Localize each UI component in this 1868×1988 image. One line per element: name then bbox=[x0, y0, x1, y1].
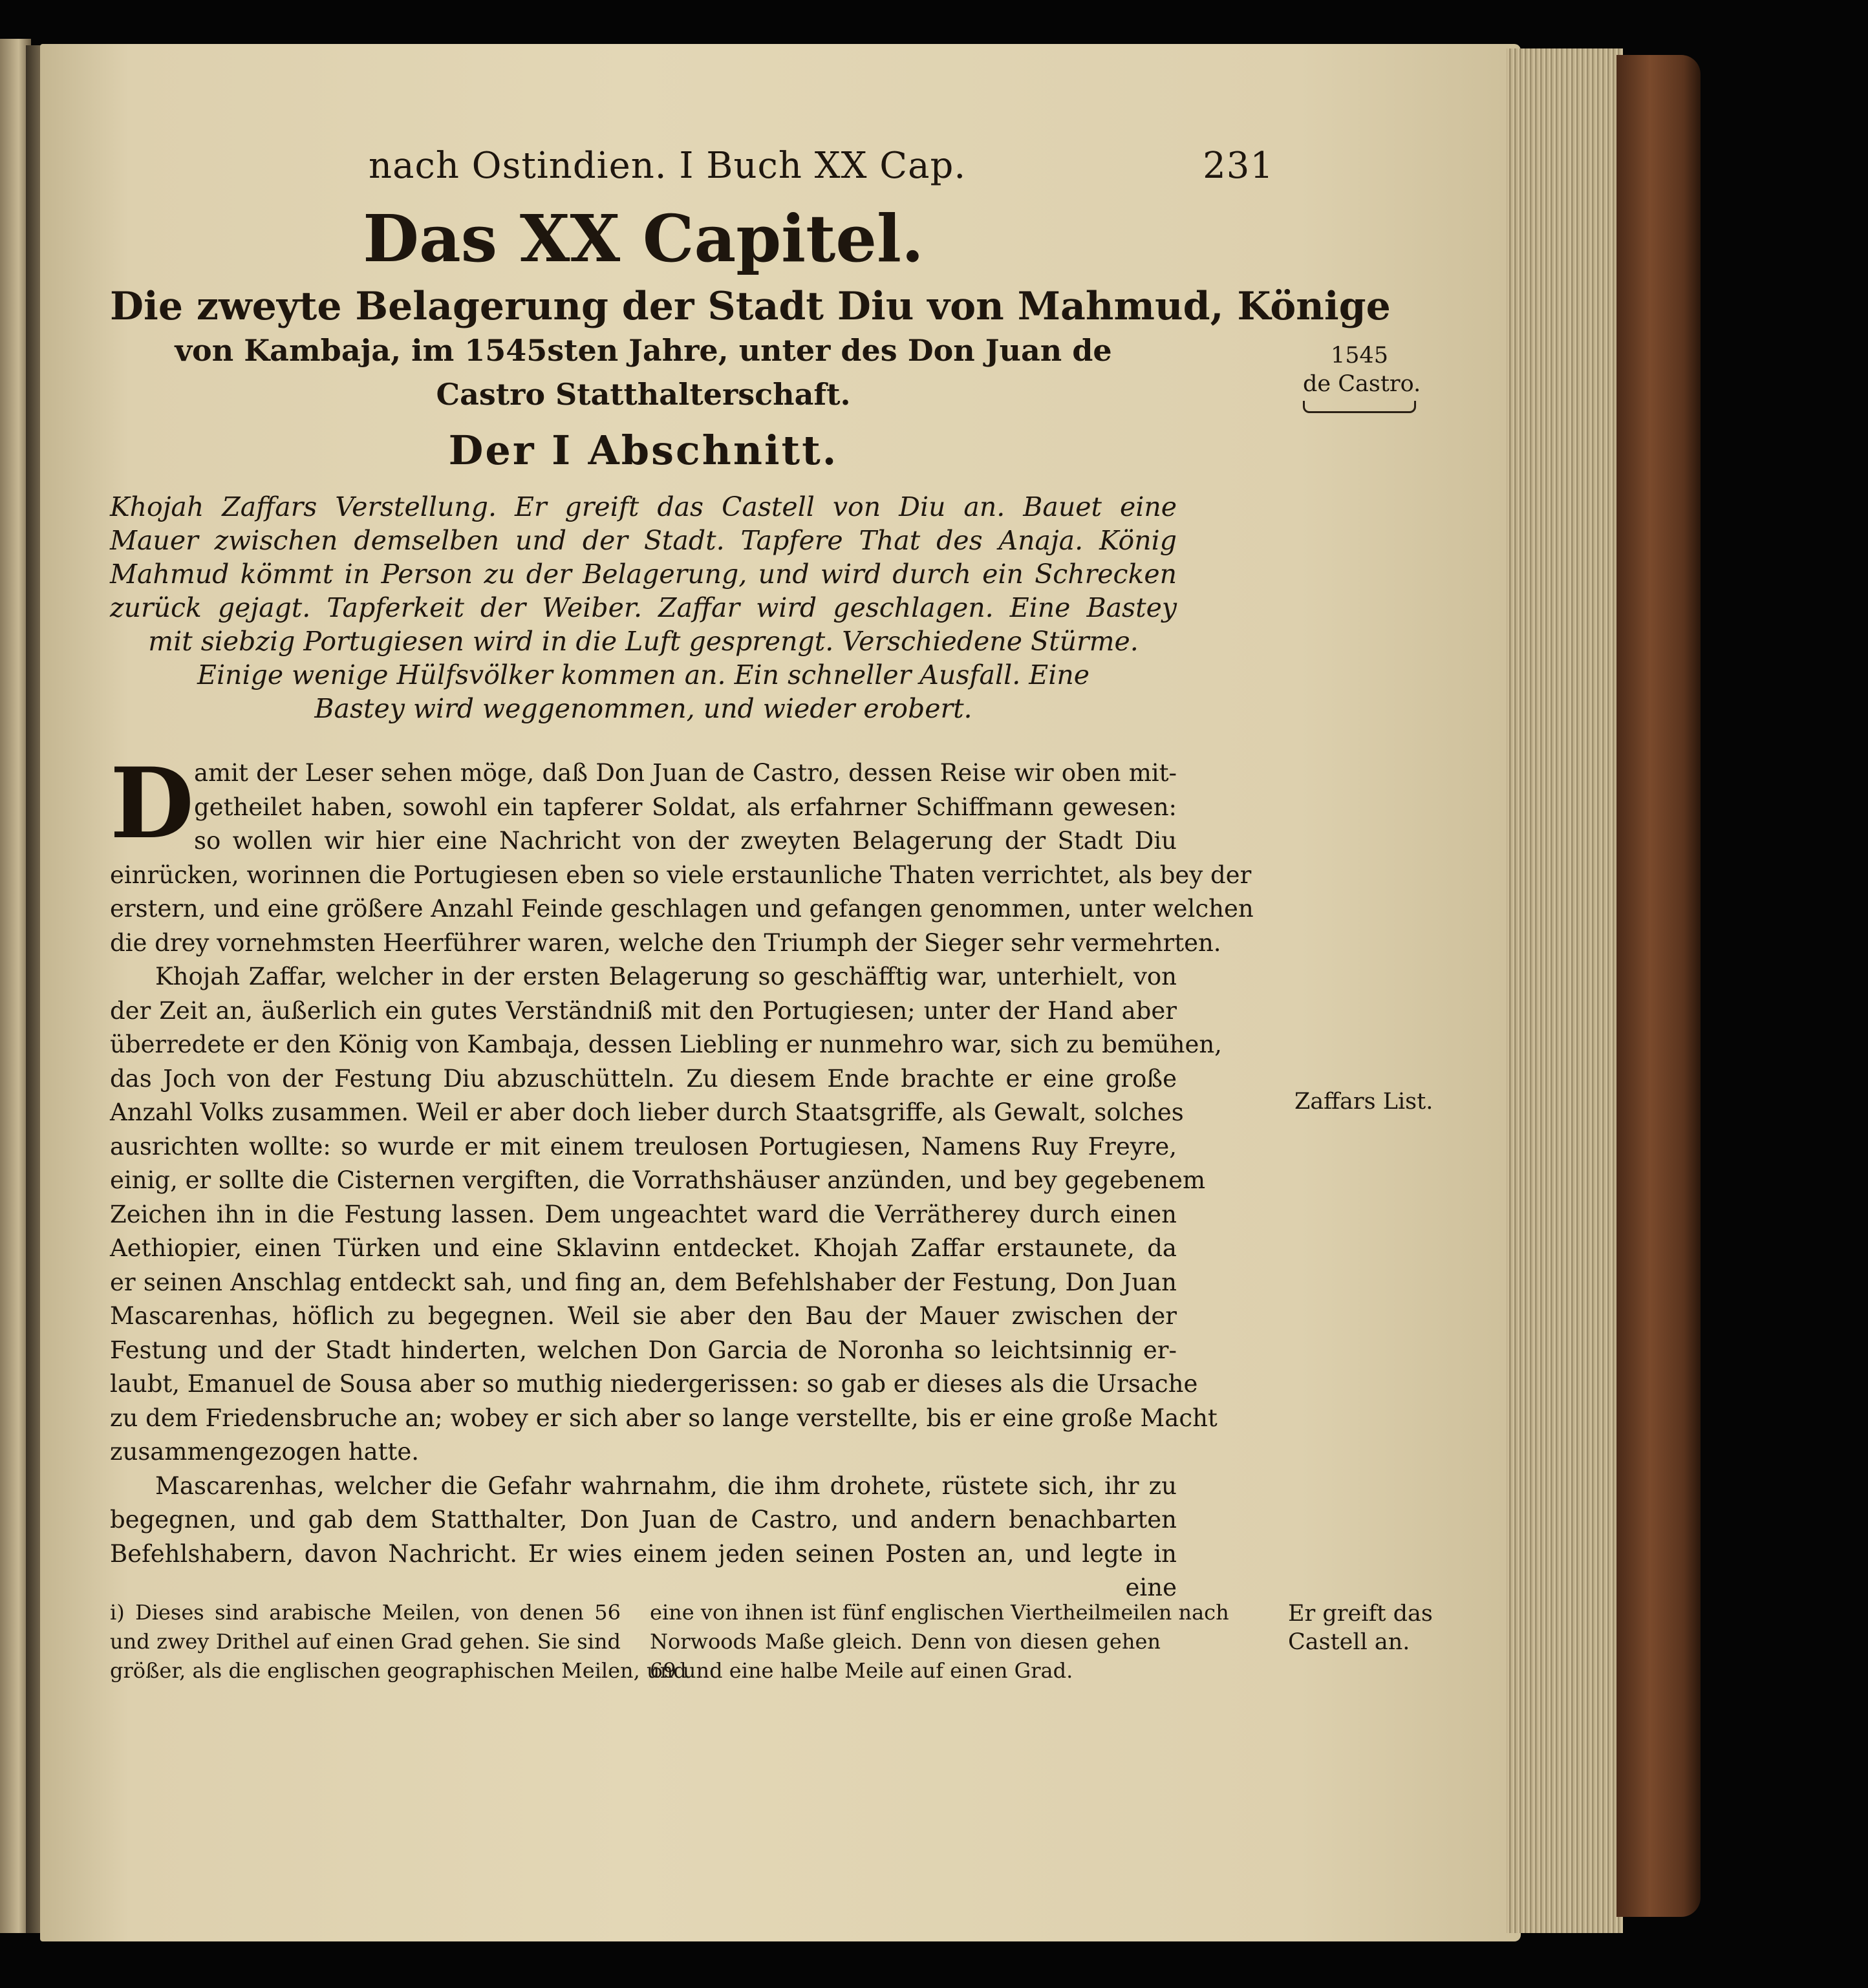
footnote-column-left bbox=[110, 1598, 687, 1685]
running-head bbox=[369, 145, 1274, 187]
body-line: Befehlshabern, davon Nachricht. Er wies einem jeden seinen Posten an, und legte in bbox=[110, 1539, 1177, 1568]
body-line: einig, er sollte die Cisternen vergiften, die Vorrathshäuser anzünden, und bey gegebenem bbox=[110, 1166, 1206, 1194]
footnote-line: Norwoods Maße gleich. Denn von diesen gehen bbox=[650, 1629, 1161, 1654]
margin-year-name: de Castro. bbox=[1303, 371, 1421, 397]
summary-line: zurück gejagt. Tapferkeit der Weiber. Zaffar wird geschlagen. Eine Bastey bbox=[110, 592, 1177, 623]
body-line: ausrichten wollte: so wurde er mit einem treulosen Portugiesen, Namens Ruy Freyre, bbox=[110, 1132, 1177, 1160]
body-line: begegnen, und gab dem Statthalter, Don Juan de Castro, und andern benachbarten bbox=[110, 1506, 1177, 1534]
chapter-title: Das XX Capitel. bbox=[363, 200, 924, 277]
page-edges bbox=[1507, 48, 1623, 1933]
brace-mark bbox=[1303, 401, 1416, 413]
footnote-line: eine von ihnen ist fünf englischen Viertheilmeilen nach bbox=[650, 1600, 1229, 1625]
body-line: Aethiopier, einen Türken und eine Sklavinn entdecket. Khojah Zaffar erstaunete, da bbox=[110, 1234, 1177, 1262]
body-line: Khojah Zaffar, welcher in der ersten Belagerung so geschäfftig war, unterhielt, von bbox=[155, 963, 1177, 990]
subtitle-line: von Kambaja, im 1545sten Jahre, unter des Don Juan de bbox=[175, 333, 1112, 368]
subtitle-line: Die zweyte Belagerung der Stadt Diu von Mahmud, Könige bbox=[110, 284, 1391, 329]
chapter-subtitle bbox=[110, 284, 1391, 416]
body-line: Mascarenhas, welcher die Gefahr wahrnahm, die ihm drohete, rüstete sich, ihr zu bbox=[155, 1471, 1177, 1500]
chapter-summary bbox=[110, 490, 1177, 725]
margin-greift-line: Er greift das bbox=[1288, 1601, 1433, 1627]
body-line: zu dem Friedensbruche an; wobey er sich aber so lange verstellte, bis er eine große Macht bbox=[110, 1404, 1218, 1432]
body-line: Zeichen ihn in die Festung lassen. Dem ungeachtet ward die Verrätherey durch einen bbox=[110, 1200, 1177, 1228]
margin-note-zaffar: Zaffars List. bbox=[1294, 1089, 1433, 1115]
body-line: laubt, Emanuel de Sousa aber so muthig niedergerissen: so gab er dieses als die Ursache bbox=[110, 1370, 1198, 1398]
body-line: einrücken, worinnen die Portugiesen eben so viele erstaunliche Thaten verrichtet, als bey der bbox=[110, 860, 1252, 889]
body-line: überredete er den König von Kambaja, dessen Liebling er nunmehro war, sich zu bemühen, bbox=[110, 1031, 1222, 1058]
summary-line: mit siebzig Portugiesen wird in die Luft gesprengt. Verschiedene Stürme. bbox=[148, 626, 1139, 657]
summary-line: Mauer zwischen demselben und der Stadt. Tapfere That des Anaja. König bbox=[110, 525, 1177, 556]
summary-line: Mahmud kömmt in Person zu der Belagerung, und wird durch ein Schrecken bbox=[110, 559, 1177, 590]
footnote-line: i) Dieses sind arabische Meilen, von denen 56 bbox=[110, 1600, 621, 1625]
body-line: Mascarenhas, höflich zu begegnen. Weil sie aber den Bau der Mauer zwischen der bbox=[110, 1302, 1177, 1330]
book-cover bbox=[1616, 55, 1701, 1917]
footnote-line: größer, als die englischen geographischen Meilen, und bbox=[110, 1658, 687, 1683]
margin-year: 1545 bbox=[1330, 343, 1389, 369]
body-line: das Joch von der Festung Diu abzuschütteln. Zu diesem Ende brachte er eine große bbox=[110, 1064, 1177, 1093]
drop-cap: D bbox=[110, 747, 195, 860]
summary-line: Khojah Zaffars Verstellung. Er greift das Castell von Diu an. Bauet eine bbox=[110, 491, 1177, 522]
margin-note-greift bbox=[1288, 1599, 1433, 1656]
catchword: eine bbox=[1125, 1574, 1177, 1601]
margin-note-year bbox=[1303, 341, 1421, 413]
summary-line: Einige wenige Hülfsvölker kommen an. Ein schneller Ausfall. Eine bbox=[197, 659, 1090, 690]
summary-line: Bastey wird weggenommen, und wieder erobert. bbox=[314, 693, 972, 724]
section-title: Der I Abschnitt. bbox=[448, 427, 839, 474]
body-line: erstern, und eine größere Anzahl Feinde geschlagen und gefangen genommen, unter welchen bbox=[110, 895, 1254, 923]
running-head-text: nach Ostindien. I Buch XX Cap. bbox=[369, 145, 967, 187]
footnote-column-right bbox=[650, 1598, 1229, 1685]
body-text bbox=[110, 747, 1254, 1605]
body-line: die drey vornehmsten Heerführer waren, welche den Triumph der Sieger sehr vermehrten. bbox=[110, 928, 1221, 957]
body-line: der Zeit an, äußerlich ein gutes Verständniß mit den Portugiesen; unter der Hand aber bbox=[110, 996, 1177, 1025]
body-line: zusammengezogen hatte. bbox=[110, 1438, 420, 1466]
body-line: er seinen Anschlag entdeckt sah, und fing an, dem Befehlshaber der Festung, Don Juan bbox=[110, 1268, 1177, 1296]
body-line: amit der Leser sehen möge, daß Don Juan de Castro, dessen Reise wir oben mit- bbox=[194, 759, 1177, 787]
body-line: so wollen wir hier eine Nachricht von der zweyten Belagerung der Stadt Diu bbox=[194, 827, 1177, 855]
footnote-line: 69 und eine halbe Meile auf einen Grad. bbox=[650, 1658, 1073, 1683]
margin-greift-line: Castell an. bbox=[1288, 1629, 1410, 1655]
page-number: 231 bbox=[1203, 145, 1274, 187]
body-line: Anzahl Volks zusammen. Weil er aber doch lieber durch Staatsgriffe, als Gewalt, solches bbox=[110, 1098, 1184, 1126]
footnote-line: und zwey Drithel auf einen Grad gehen. Sie sind bbox=[110, 1629, 621, 1654]
body-line: getheilet haben, sowohl ein tapferer Soldat, als erfahrner Schiffmann gewesen: bbox=[194, 793, 1177, 821]
body-line: Festung und der Stadt hinderten, welchen Don Garcia de Noronha so leichtsinnig er- bbox=[110, 1336, 1177, 1364]
subtitle-line: Castro Statthalterschaft. bbox=[436, 377, 851, 412]
